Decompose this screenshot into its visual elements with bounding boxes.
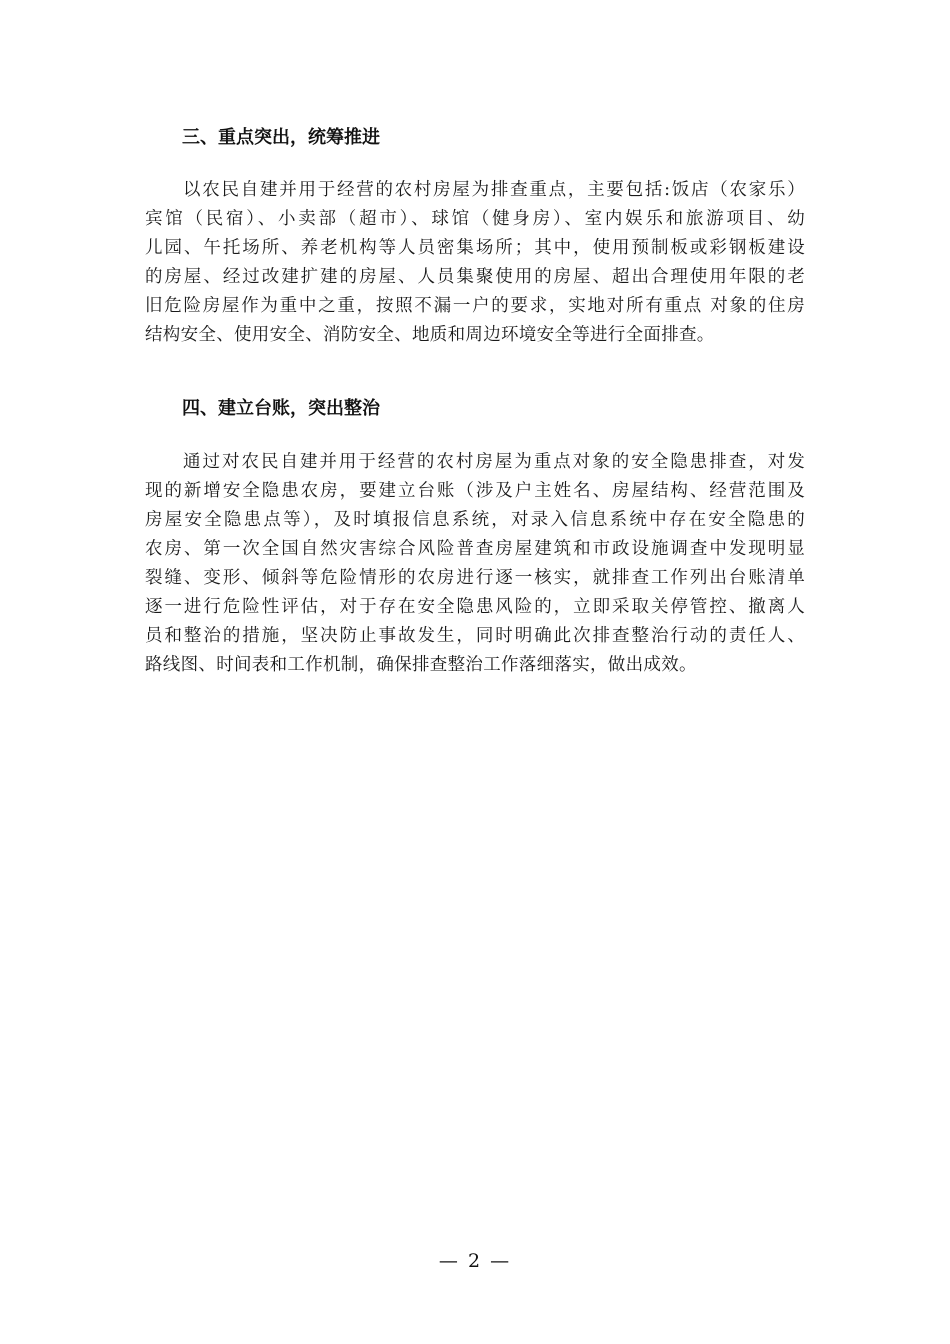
paragraph-line: 路线图、时间表和工作机制，确保排查整治工作落细落实，做出成效。 [145,655,697,675]
paragraph-line: 结构安全、使用安全、消防安全、地质和周边环境安全等进行全面排查。 [145,325,715,345]
section-paragraph-3 [145,176,805,350]
paragraph-line: 农房、第一次全国自然灾害综合风险普查房屋建筑和市政设施调查中发现明显 [145,539,805,559]
paragraph-line: 宾馆（民宿）、小卖部（超市）、球馆（健身房）、室内娱乐和旅游项目、幼 [145,209,805,229]
paragraph-line: 的房屋、经过改建扩建的房屋、人员集聚使用的房屋、超出合理使用年限的老 [145,267,805,287]
paragraph-line: 旧危险房屋作为重中之重，按照不漏一户的要求，实地对所有重点 对象的住房 [145,296,805,316]
paragraph-line: 员和整治的措施，坚决防止事故发生，同时明确此次排查整治行动的责任人、 [145,626,805,646]
paragraph-line: 现的新增安全隐患农房，要建立台账（涉及户主姓名、房屋结构、经营范围及 [145,481,805,501]
paragraph-line: 以农民自建并用于经营的农村房屋为排查重点，主要包括:饭店（农家乐） [183,180,805,200]
paragraph-line: 裂缝、变形、倾斜等危险情形的农房进行逐一核实，就排查工作列出台账清单 [145,568,805,588]
page-number: — 2 — [438,1250,512,1272]
paragraph-line: 儿园、午托场所、养老机构等人员密集场所；其中，使用预制板或彩钢板建设 [145,238,805,258]
paragraph-line: 逐一进行危险性评估，对于存在安全隐患风险的，立即采取关停管控、撤离人 [145,597,805,617]
section-paragraph-4 [145,448,805,680]
paragraph-line: 房屋安全隐患点等），及时填报信息系统，对录入信息系统中存在安全隐患的 [145,510,805,530]
paragraph-line: 通过对农民自建并用于经营的农村房屋为重点对象的安全隐患排查，对发 [183,452,805,472]
section-heading-4: 四、建立台账，突出整治 [182,398,380,419]
section-heading-3: 三、重点突出，统筹推进 [182,127,380,148]
